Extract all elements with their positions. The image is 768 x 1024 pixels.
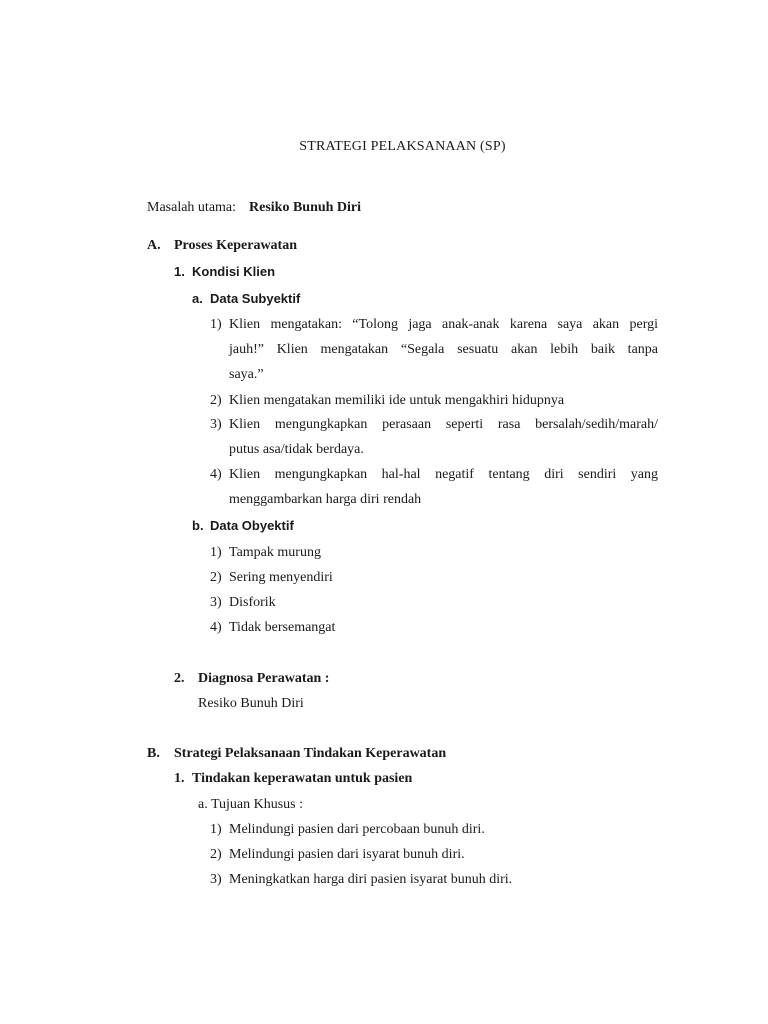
section-b-letter: B.	[147, 746, 160, 761]
obyektif-letter: b.	[192, 518, 204, 533]
list-item-text: Meningkatkan harga diri pasien isyarat bunuh diri.	[229, 872, 513, 887]
list-item-number: 4)	[210, 620, 222, 635]
list-item-number: 4)	[210, 467, 222, 482]
list-item-text: Klien mengungkapkan hal-hal negatif tentang diri sendiri yang	[229, 467, 658, 482]
list-item-text: Klien mengatakan memiliki ide untuk mengakhiri hidupnya	[229, 393, 565, 408]
list-item-number: 2)	[210, 847, 222, 862]
list-item-text: menggambarkan harga diri rendah	[229, 492, 422, 507]
section-a-heading: Proses Keperawatan	[174, 238, 297, 253]
diagnosa-heading: Diagnosa Perawatan :	[198, 671, 330, 686]
kondisi-num: 1.	[174, 264, 185, 279]
list-item-number: 1)	[210, 822, 222, 837]
masalah-value: Resiko Bunuh Diri	[249, 200, 362, 215]
list-item-text: Tampak murung	[229, 545, 321, 560]
list-item-number: 3)	[210, 595, 222, 610]
subyektif-heading: Data Subyektif	[210, 291, 301, 306]
tindakan-num: 1.	[174, 771, 185, 786]
list-item-number: 2)	[210, 393, 222, 408]
list-item-text: Klien mengatakan: “Tolong jaga anak-anak karena saya akan pergi	[229, 317, 658, 332]
section-a-letter: A.	[147, 238, 161, 253]
list-item-number: 3)	[210, 417, 222, 432]
diagnosa-value: Resiko Bunuh Diri	[198, 696, 304, 711]
list-item-text: jauh!” Klien mengatakan “Segala sesuatu akan lebih baik tanpa	[229, 342, 658, 357]
list-item-number: 1)	[210, 317, 222, 332]
list-item-number: 2)	[210, 570, 222, 585]
subyektif-letter: a.	[192, 291, 203, 306]
kondisi-heading: Kondisi Klien	[192, 264, 276, 279]
list-item-text: Disforik	[229, 595, 276, 610]
list-item-text: Melindungi pasien dari percobaan bunuh diri.	[229, 822, 485, 837]
list-item-text: Sering menyendiri	[229, 570, 333, 585]
diagnosa-num: 2.	[174, 671, 185, 686]
list-item-text: putus asa/tidak berdaya.	[229, 442, 364, 457]
section-b-heading: Strategi Pelaksanaan Tindakan Keperawatan	[174, 746, 447, 761]
tindakan-heading: Tindakan keperawatan untuk pasien	[192, 771, 413, 786]
list-item-number: 1)	[210, 545, 222, 560]
obyektif-heading: Data Obyektif	[210, 518, 294, 533]
list-item-text: Klien mengungkapkan perasaan seperti rasa bersalah/sedih/marah/	[229, 417, 658, 432]
masalah-label: Masalah utama:	[147, 200, 237, 215]
tujuan-heading: a. Tujuan Khusus :	[198, 797, 304, 812]
list-item-number: 3)	[210, 872, 222, 887]
list-item-text: saya.”	[229, 367, 264, 382]
page-title: STRATEGI PELAKSANAAN (SP)	[299, 139, 506, 154]
list-item-text: Tidak bersemangat	[229, 620, 336, 635]
list-item-text: Melindungi pasien dari isyarat bunuh diri.	[229, 847, 465, 862]
